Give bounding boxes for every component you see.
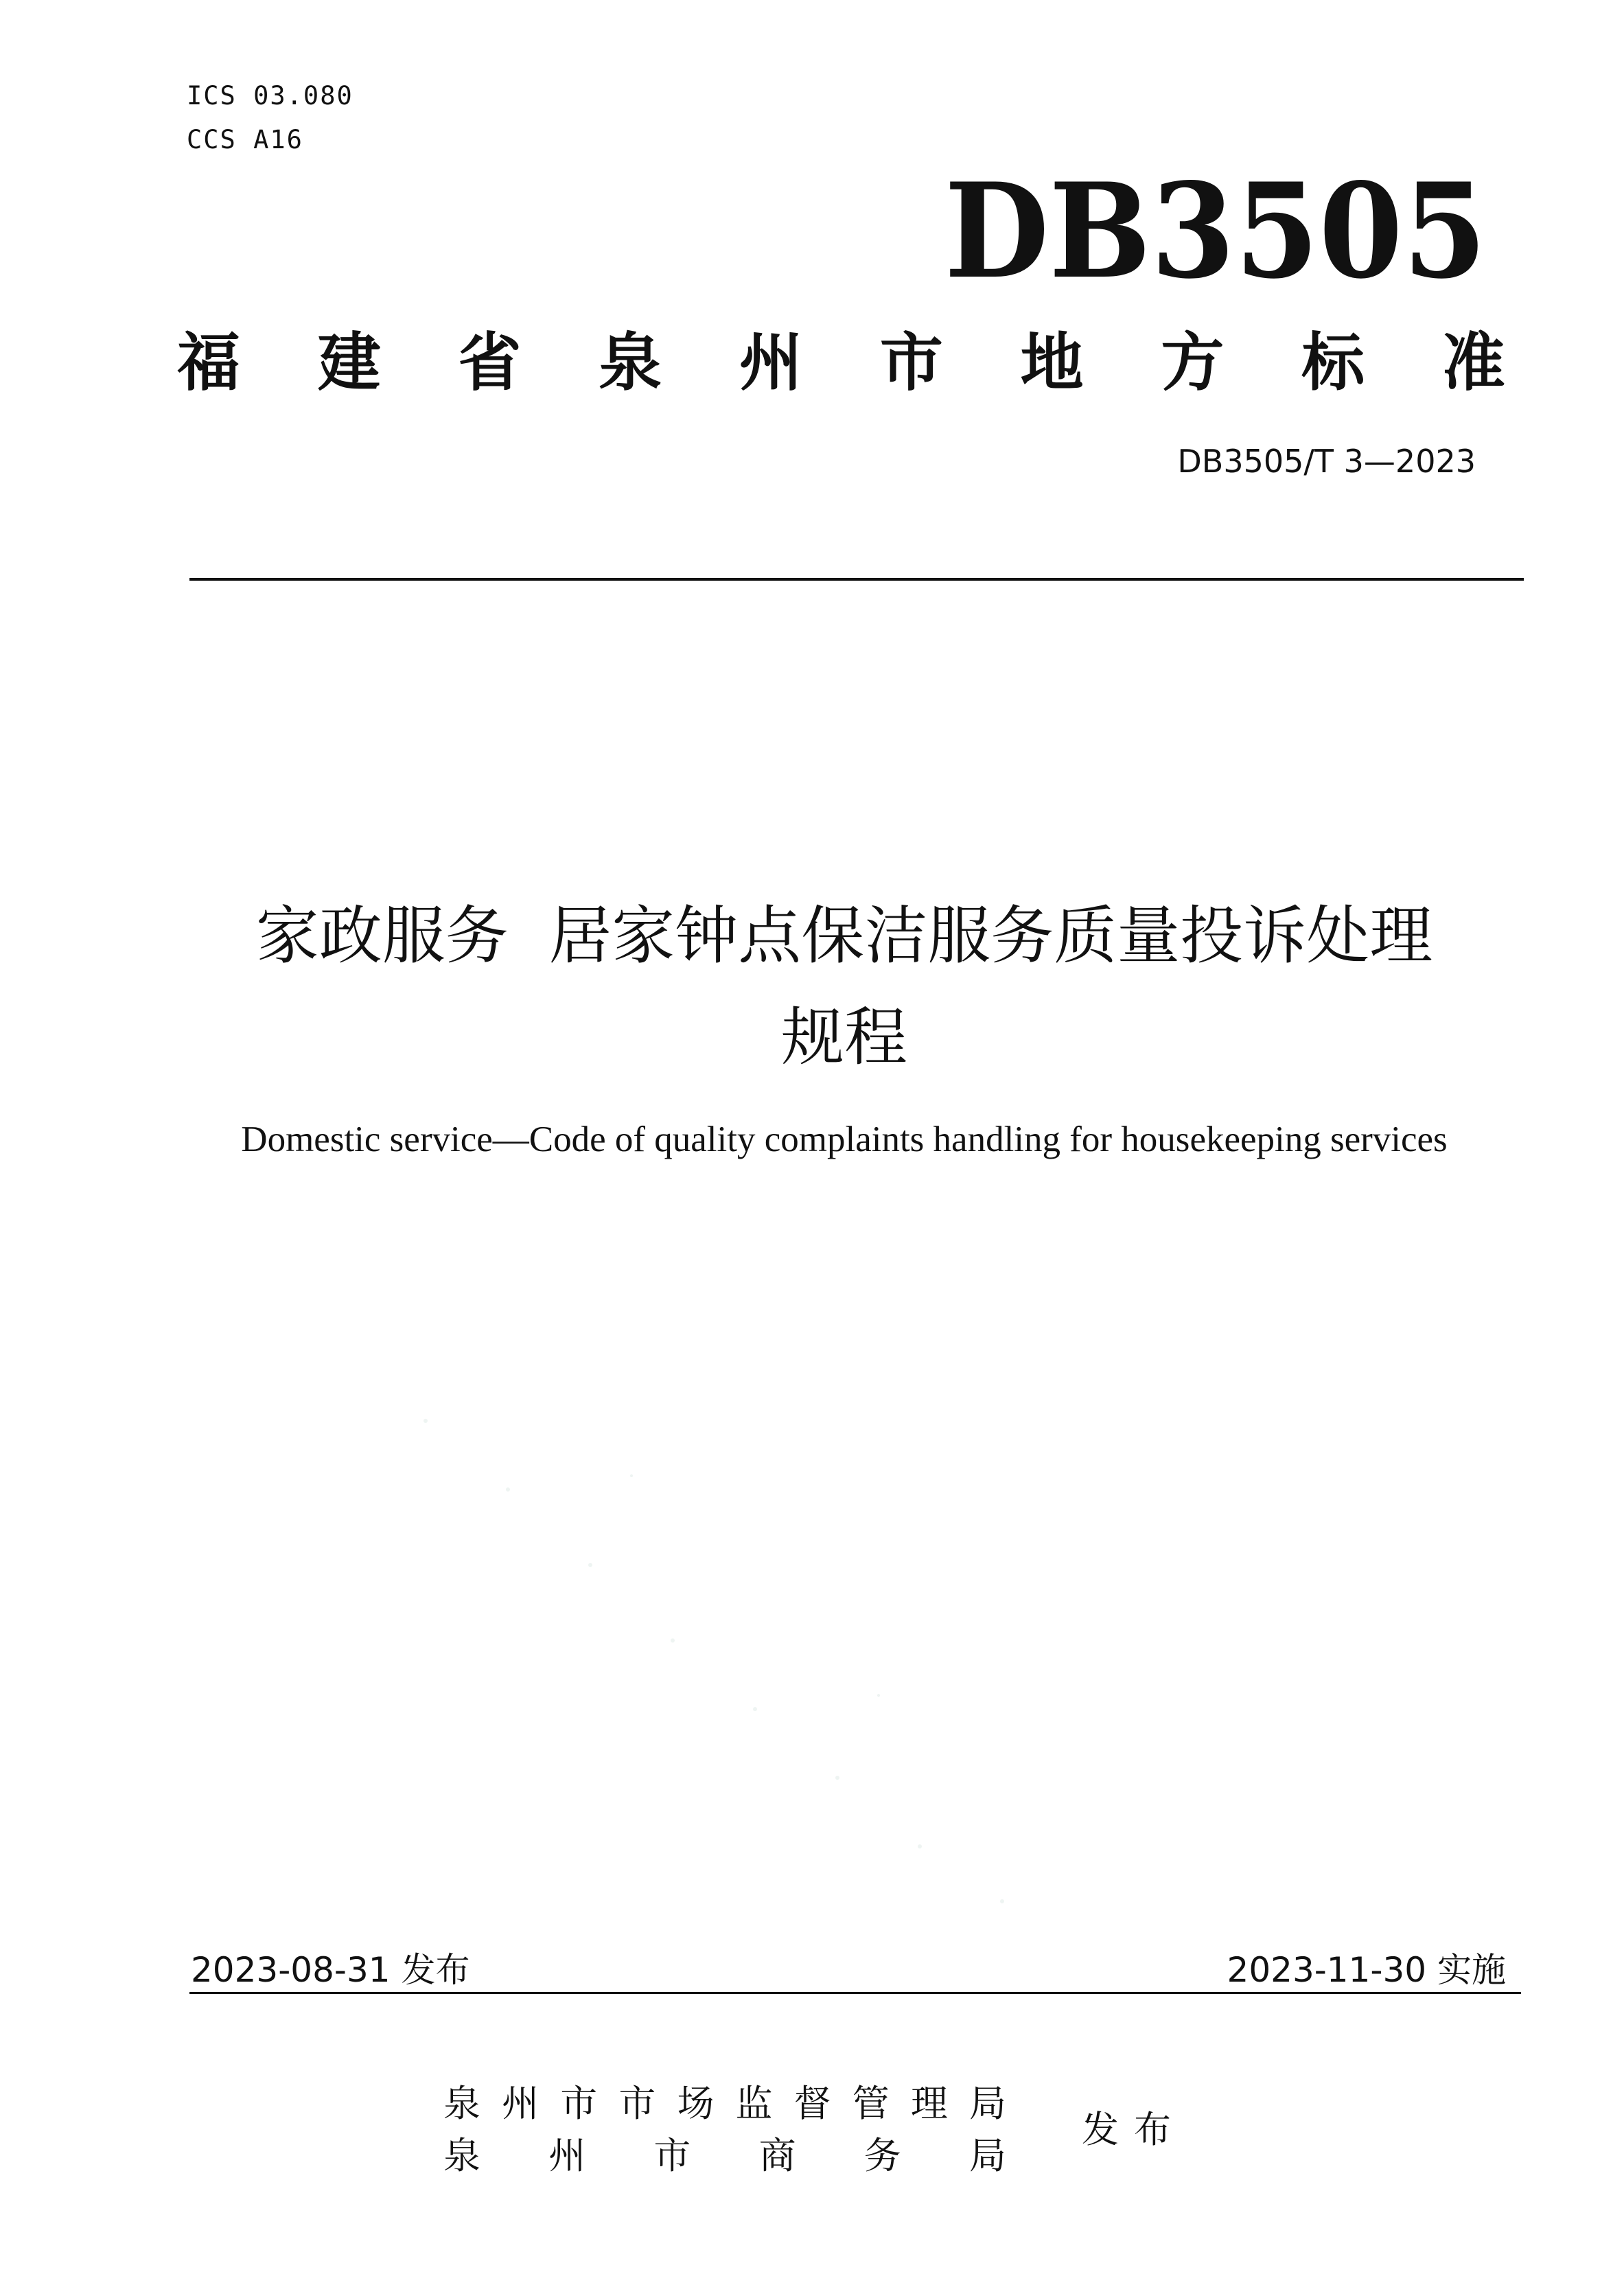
region-title-char-8: 标 bbox=[1301, 326, 1365, 399]
issuer1-char-7: 管 bbox=[852, 2082, 890, 2125]
db3505-logo-text: DB3505 bbox=[944, 163, 1487, 287]
db3505-logo bbox=[938, 163, 1487, 287]
implementation-date: 2023-11-30 实施 bbox=[1227, 1950, 1506, 1990]
issuer2-char-4: 务 bbox=[863, 2134, 901, 2177]
publish-date: 2023-08-31 发布 bbox=[191, 1950, 470, 1990]
issue-word: 发布 bbox=[1082, 2108, 1186, 2151]
chinese-title-line1: 家政服务 居家钟点保洁服务质量投诉处理 bbox=[255, 899, 1433, 973]
issuer2-char-5: 局 bbox=[968, 2134, 1006, 2177]
issuer1-char-3: 市 bbox=[618, 2082, 656, 2125]
region-title-char-1: 建 bbox=[317, 326, 381, 399]
ccs-code: CCS A16 bbox=[187, 125, 303, 154]
issuer2-char-0: 泉 bbox=[443, 2134, 480, 2177]
faint-watermark bbox=[384, 1338, 1277, 1956]
chinese-title-line2: 规程 bbox=[780, 1001, 907, 1074]
ics-code: ICS 03.080 bbox=[187, 81, 353, 111]
region-title-char-0: 福 bbox=[177, 326, 241, 399]
region-title-char-5: 市 bbox=[879, 326, 943, 399]
issuer2-char-1: 州 bbox=[548, 2134, 586, 2177]
region-title-char-2: 省 bbox=[458, 326, 522, 399]
issuer1-char-6: 督 bbox=[793, 2082, 831, 2125]
issuer2-char-2: 市 bbox=[653, 2134, 691, 2177]
region-title-char-3: 泉 bbox=[599, 326, 662, 399]
issuer1-char-1: 州 bbox=[502, 2082, 540, 2125]
region-title-char-7: 方 bbox=[1161, 326, 1225, 399]
issuer1-char-9: 局 bbox=[968, 2082, 1006, 2125]
issuer1-char-4: 场 bbox=[677, 2082, 715, 2125]
issuer1-char-5: 监 bbox=[735, 2082, 773, 2125]
chinese-title bbox=[178, 885, 1510, 1089]
issuer-commerce-bureau bbox=[443, 2126, 1006, 2179]
issuer2-char-3: 商 bbox=[758, 2134, 796, 2177]
region-title-char-6: 地 bbox=[1020, 326, 1084, 399]
issuer-market-supervision-bureau bbox=[443, 2074, 1006, 2127]
issuer1-char-0: 泉 bbox=[443, 2082, 480, 2125]
bottom-divider bbox=[189, 1992, 1521, 1994]
english-title: Domestic service—Code of quality complaints handling for housekeeping services bbox=[241, 1120, 1448, 1159]
issuer1-char-2: 市 bbox=[560, 2082, 598, 2125]
issuer1-char-8: 理 bbox=[910, 2082, 948, 2125]
region-standard-title bbox=[177, 312, 1505, 403]
top-divider bbox=[189, 578, 1524, 581]
region-title-char-4: 州 bbox=[739, 326, 803, 399]
standard-number: DB3505/T 3—2023 bbox=[1177, 443, 1476, 480]
region-title-char-9: 准 bbox=[1441, 326, 1505, 399]
